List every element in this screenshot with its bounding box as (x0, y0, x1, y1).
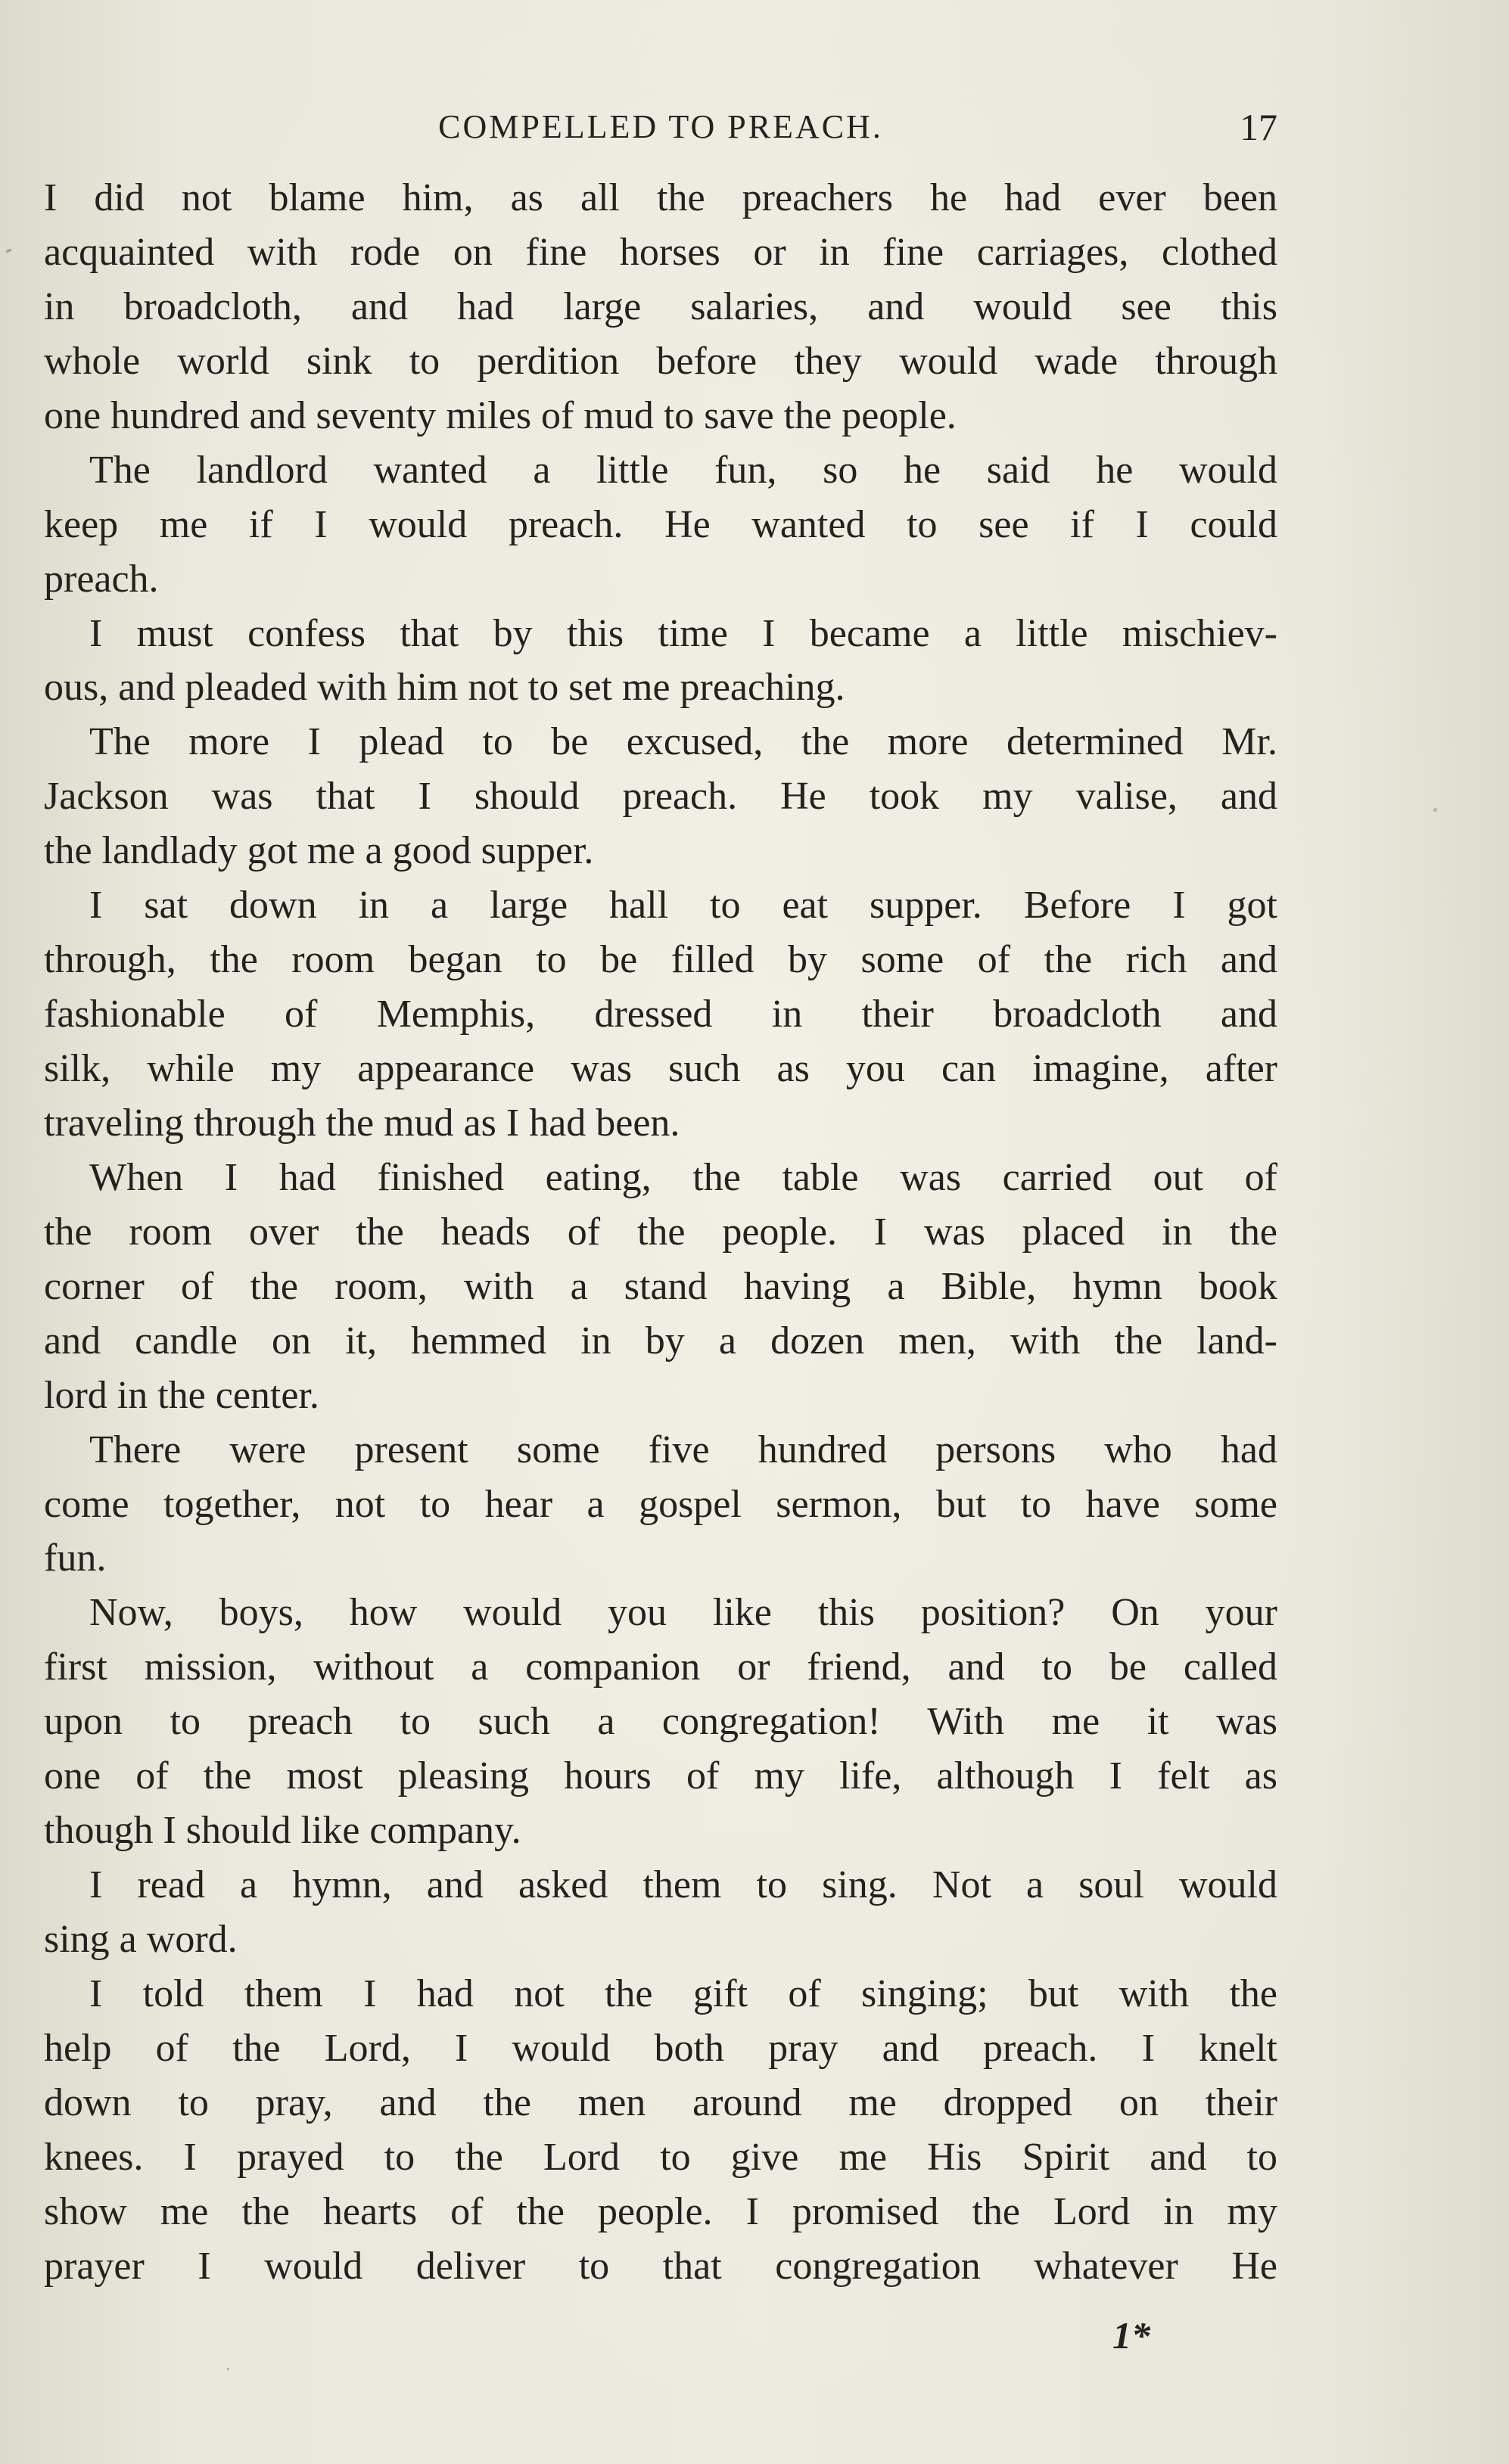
text-line: preach. (44, 557, 159, 601)
text-line: fashionable of Memphis, dressed in their broadcloth and (44, 993, 1277, 1036)
text-line: sing a word. (44, 1918, 238, 1961)
text-line: the landlady got me a good supper. (44, 829, 594, 873)
text-line: keep me if I would preach. He wanted to see if I could (44, 502, 1277, 546)
text-line: the room over the heads of the people. I was placed in the (44, 1210, 1277, 1254)
text-line: The more I plead to be excused, the more determined Mr. (89, 720, 1277, 764)
margin-speck (227, 2368, 229, 2370)
text-line: one of the most pleasing hours of my life, although I felt as (44, 1754, 1277, 1798)
text-line: The landlord wanted a little fun, so he said he would (89, 448, 1277, 492)
text-line: I read a hymn, and asked them to sing. Not a soul would (89, 1863, 1277, 1907)
running-head: COMPELLED TO PREACH. (438, 108, 883, 145)
text-line: upon to preach to such a congregation! With me it was (44, 1700, 1277, 1744)
text-line: whole world sink to perdition before they would wade through (44, 339, 1277, 383)
text-line: I told them I had not the gift of singing; but with the (89, 1972, 1277, 2015)
text-line: and candle on it, hemmed in by a dozen men, with the land- (44, 1319, 1277, 1363)
text-line: acquainted with rode on fine horses or in fine carriages, clothed (44, 230, 1277, 274)
text-line: show me the hearts of the people. I promised the Lord in my (44, 2189, 1277, 2233)
text-line: ous, and pleaded with him not to set me preaching. (44, 666, 845, 710)
text-line: When I had finished eating, the table was carried out of (89, 1155, 1277, 1199)
text-line: through, the room began to be filled by some of the rich and (44, 938, 1277, 982)
text-line: I must confess that by this time I became a little mischiev- (89, 611, 1277, 655)
text-line: fun. (44, 1537, 107, 1580)
text-line: Now, boys, how would you like this position? On your (89, 1591, 1277, 1635)
text-line: though I should like company. (44, 1809, 521, 1853)
text-line: traveling through the mud as I had been. (44, 1101, 680, 1145)
text-line: corner of the room, with a stand having a Bible, hymn book (44, 1264, 1277, 1308)
text-line: in broadcloth, and had large salaries, and would see this (44, 284, 1277, 328)
text-line: lord in the center. (44, 1373, 319, 1417)
body-text (44, 171, 1277, 2294)
text-line: come together, not to hear a gospel sermon, but to have some (44, 1482, 1277, 1526)
text-line: first mission, without a companion or friend, and to be called (44, 1645, 1277, 1689)
text-line: Jackson was that I should preach. He took my valise, and (44, 775, 1277, 819)
text-line: knees. I prayed to the Lord to give me His Spirit and to (44, 2135, 1277, 2179)
text-line: There were present some five hundred persons who had (89, 1428, 1277, 1471)
text-line: down to pray, and the men around me dropped on their (44, 2080, 1277, 2124)
text-line: I sat down in a large hall to eat supper. Before I got (89, 884, 1277, 927)
text-line: silk, while my appearance was such as you can imagine, after (44, 1047, 1277, 1090)
text-line: prayer I would deliver to that congregation whatever He (44, 2244, 1277, 2288)
margin-speck (1433, 808, 1437, 812)
text-line: one hundred and seventy miles of mud to save the people. (44, 393, 957, 437)
text-line: help of the Lord, I would both pray and preach. I knelt (44, 2026, 1277, 2070)
page-header (44, 104, 1277, 150)
signature-mark: 1* (1112, 2314, 1150, 2357)
page-number: 17 (1240, 106, 1277, 148)
text-line: I did not blame him, as all the preachers he had ever been (44, 176, 1277, 219)
margin-speck (6, 249, 12, 253)
